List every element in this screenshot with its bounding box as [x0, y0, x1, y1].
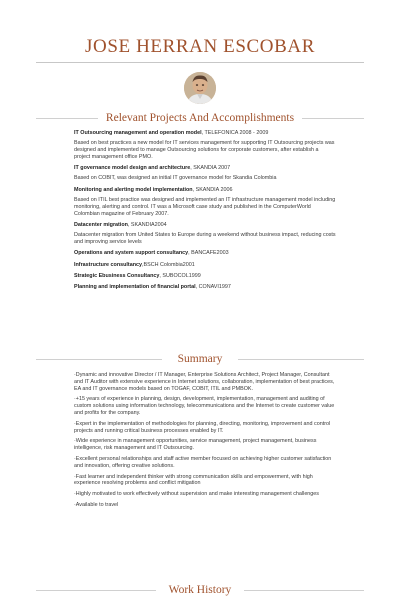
project-title: Monitoring and alerting model implementation — [74, 186, 193, 193]
project-entry — [74, 130, 336, 161]
project-entry — [74, 273, 336, 280]
candidate-name: JOSE HERRAN ESCOBAR — [85, 36, 315, 57]
project-entry — [74, 250, 336, 257]
project-description: Based on best practices a new model for IT services management for supporting IT Outsourcing projects was designed and implemented to manage Outsourcing solutions for corporate customers, after establish a project management office PMO. — [74, 140, 335, 160]
project-entry — [74, 165, 336, 182]
projects-list — [74, 130, 336, 296]
section-title-projects: Relevant Projects And Accomplishments — [36, 112, 364, 124]
project-meta: , SKANDIA2004 — [127, 221, 167, 228]
project-title: Infrastructure consultancy — [74, 261, 142, 268]
summary-item: ·Available to travel — [74, 501, 119, 508]
project-title: Strategic Ebusiness Consultancy — [74, 273, 160, 280]
summary-item: ·+15 years of experience in planning, design, development, implementation, management and auditing of custom solutions using information technology, telecommunications and the Internet to create customer value and profits for the company. — [74, 396, 335, 416]
project-entry — [74, 284, 336, 291]
summary-list — [74, 372, 336, 513]
section-title-work-history: Work History — [36, 584, 364, 596]
summary-item: ·Fast learner and independent thinker with strong communication skills and empowerment, with high experience resolving problems and conflict mitigation — [74, 473, 313, 487]
project-meta: ,BSCH Colombia2001 — [142, 261, 195, 268]
summary-item: ·Dynamic and innovative Director / IT Manager, Enterprise Solutions Architect, Project Manager, Consultant and IT Auditor with extensive experience in Internet solutions, collaboration, implementation of best practices, EA and IT governance models based on TOGAF, COBIT, ITIL and PMBOK. — [74, 372, 335, 392]
project-title: Datacenter migration — [74, 221, 128, 228]
project-entry — [74, 187, 336, 218]
project-title: IT Outsourcing management and operation model — [74, 130, 202, 136]
project-description: Based on ITIL best practice was designed and implemented an IT infrastructure management model including monitoring, alerting and control. IT was a Microsoft case study and published in the ComputerWorld Colombian magazine of February 2007. — [74, 196, 336, 217]
summary-item: ·Excellent personal relationships and staff active member focused on achieving higher customer satisfaction and innovation, offering creative solutions. — [74, 455, 332, 469]
section-title-summary: Summary — [36, 353, 364, 365]
summary-item: ·Expert in the implementation of methodologies for planning, directing, monitoring, improvement and control projects and running critical business processes enabled by IT. — [74, 420, 331, 434]
profile-photo — [184, 72, 216, 104]
project-title: Operations and system support consultancy — [74, 250, 189, 257]
project-title: Planning and implementation of financial portal — [74, 284, 196, 291]
summary-item: ·Highly motivated to work effectively without supervision and make interesting management challenges — [74, 491, 320, 498]
project-meta: , TELEFONICA 2008 - 2009 — [201, 130, 269, 136]
project-entry — [74, 222, 336, 246]
avatar-icon — [184, 72, 216, 104]
project-title: IT governance model design and architecture — [74, 165, 191, 172]
project-meta: , BANCAFE2003 — [188, 250, 229, 257]
header-divider — [36, 62, 364, 63]
project-meta: , SUBOCOL1999 — [159, 273, 201, 280]
project-meta: , CONAVI1997 — [195, 284, 231, 291]
project-description: Datacenter migration from United States to Europe during a weekend without business impact, reducing costs and improving service levels — [74, 232, 336, 245]
project-entry — [74, 262, 336, 269]
project-description: Based on COBIT, was designed an initial IT governance model for Skandia Colombia — [74, 175, 277, 182]
project-meta: , SKANDIA 2007 — [190, 165, 231, 172]
summary-item: ·Wide experience in management opportunities, service management, project management, business intelligence, risk management and IT Outsourcing. — [74, 438, 317, 452]
project-meta: , SKANDIA 2006 — [192, 186, 233, 193]
